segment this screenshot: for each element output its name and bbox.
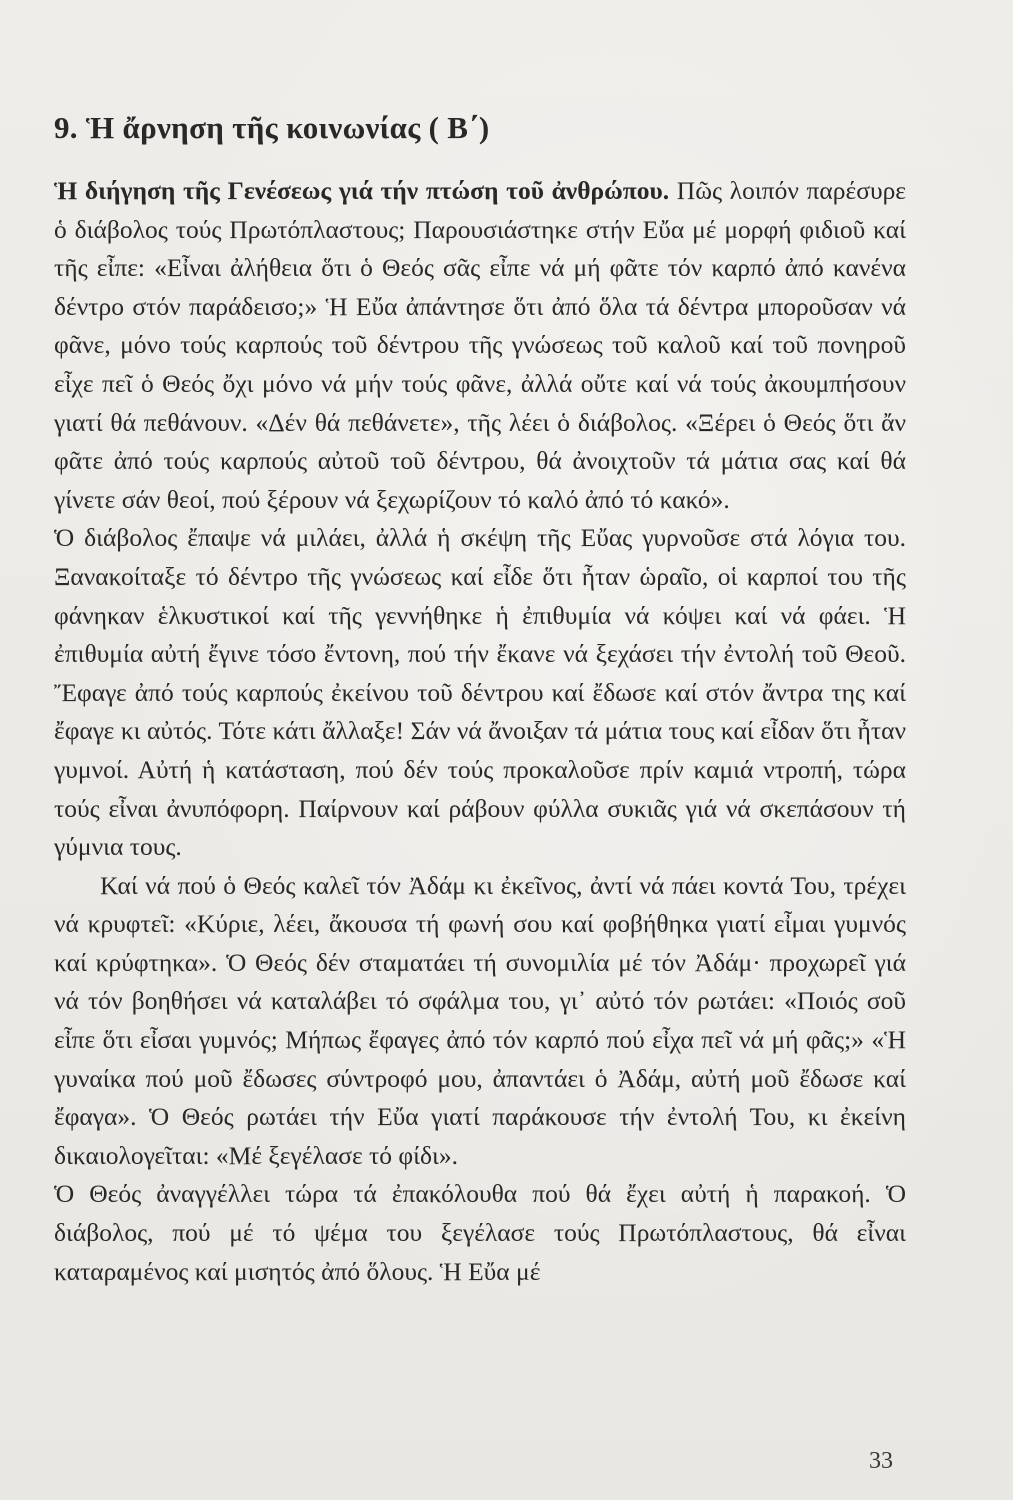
paragraph-3: Καί νά πού ὁ Θεός καλεῖ τόν Ἀδάμ κι ἐκεῖνος, ἀντί νά πάει κοντά Του, τρέχει νά κρυφτεῖ: «Κύριε, λέει, ἄκουσα τή φωνή σου καί φοβήθηκα γιατί εἶμαι γυμνός καί κρύφτηκα». Ὁ Θεός δέν σταματάει τή συνομιλία μέ τόν Ἀδάμ· προχωρεῖ γιά νά τόν βοηθήσει νά καταλάβει τό σφάλμα του, γι᾽ αὐτό τόν ρωτάει: «Ποιός σοῦ εἶπε ὅτι εἶσαι γυμνός; Μήπως ἔφαγες ἀπό τόν καρπό πού εἶχα πεῖ νά μή φᾶς;» «Ἡ γυναίκα πού μοῦ ἔδωσες σύντροφό μου, ἀπαντάει ὁ Ἀδάμ, αὐτή μοῦ ἔδωσε καί ἔφαγα». Ὁ Θεός ρωτάει τήν Εὔα γιατί παράκουσε τήν ἐντολή Του, κι ἐκείνη δικαιολογεῖται: «Μέ ξεγέλασε τό φίδι». [54, 870, 906, 1170]
paragraph-1 [54, 172, 906, 519]
paragraph-1-text: Πῶς λοιπόν παρέσυρε ὁ διάβολος τούς Πρωτόπλαστους; Παρουσιάστηκε στήν Εὔα μέ μορφή φιδιοῦ καί τῆς εἶπε: «Εἶναι ἀλήθεια ὅτι ὁ Θεός σᾶς εἶπε νά μή φᾶτε τόν καρπό ἀπό κανένα δέντρο στόν παράδεισο;» Ἡ Εὔα ἀπάντησε ὅτι ἀπό ὅλα τά δέντρα μποροῦσαν νά φᾶνε, μόνο τούς καρπούς τοῦ δέντρου τῆς γνώσεως τοῦ καλοῦ καί τοῦ πονηροῦ εἶχε πεῖ ὁ Θεός ὄχι μόνο νά μήν τούς φᾶνε, ἀλλά οὔτε καί νά τούς ἀκουμπήσουν γιατί θά πεθάνουν. «Δέν θά πεθάνετε», τῆς λέει ὁ διάβολος. «Ξέρει ὁ Θεός ὅτι ἄν φᾶτε ἀπό τούς καρπούς αὐτοῦ τοῦ δέντρου, θά ἀνοιχτοῦν τά μάτια σας καί θά γίνετε σάν θεοί, πού ξέρουν νά ξεχωρίζουν τό καλό ἀπό τό κακό». [54, 176, 906, 514]
page-text-block [54, 108, 906, 1291]
page-number: 33 [869, 1448, 893, 1474]
paragraph-1-lead: Ἡ διήγηση τῆς Γενέσεως γιά τήν πτώση τοῦ ἀνθρώπου. [54, 176, 670, 205]
paragraph-4: Ὁ Θεός ἀναγγέλλει τώρα τά ἐπακόλουθα πού θά ἔχει αὐτή ἡ παρακοή. Ὁ διάβολος, πού μέ τό ψέμα του ξεγέλασε τούς Πρωτόπλαστους, θά εἶναι καταραμένος καί μισητός ἀπό ὅλους. Ἡ Εὔα μέ [54, 1179, 906, 1286]
chapter-title: 9. Ἡ ἄρνηση τῆς κοινωνίας ( Β΄) [54, 110, 490, 145]
paragraph-2: Ὁ διάβολος ἔπαψε νά μιλάει, ἀλλά ἡ σκέψη τῆς Εὔας γυρνοῦσε στά λόγια του. Ξανακοίταξε τό δέντρο τῆς γνώσεως καί εἶδε ὅτι ἦταν ὡραῖο, οἱ καρποί του τῆς φάνηκαν ἑλκυστικοί καί τῆς γεννήθηκε ἡ ἐπιθυμία νά κόψει καί νά φάει. Ἡ ἐπιθυμία αὐτή ἔγινε τόσο ἔντονη, πού τήν ἔκανε νά ξεχάσει τήν ἐντολή τοῦ Θεοῦ. Ἔφαγε ἀπό τούς καρπούς ἐκείνου τοῦ δέντρου καί ἔδωσε καί στόν ἄντρα της καί ἔφαγε κι αὐτός. Τότε κάτι ἄλλαξε! Σάν νά ἄνοιξαν τά μάτια τους καί εἶδαν ὅτι ἦταν γυμνοί. Αὐτή ἡ κατάσταση, πού δέν τούς προκαλοῦσε πρίν καμιά ντροπή, τώρα τούς εἶναι ἀνυπόφορη. Παίρνουν καί ράβουν φύλλα συκιᾶς γιά νά σκεπάσουν τή γύμνια τους. [54, 523, 906, 862]
